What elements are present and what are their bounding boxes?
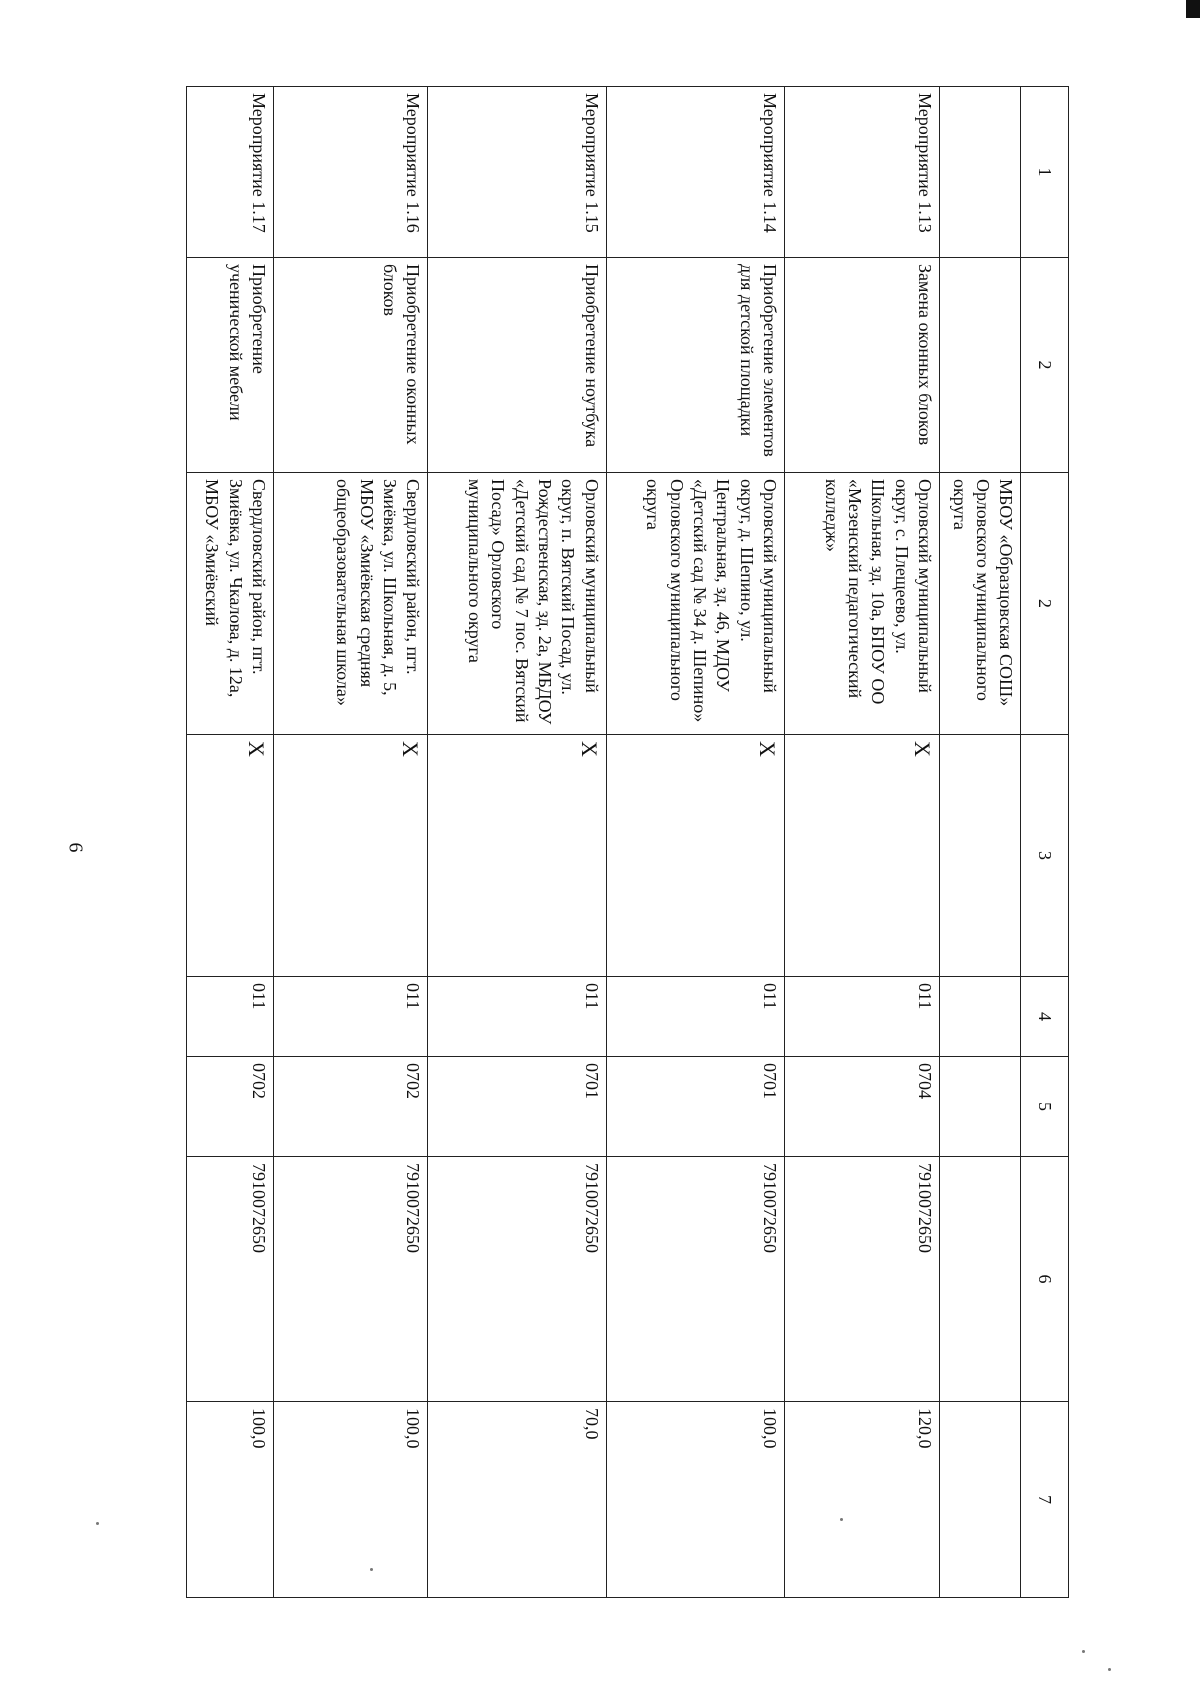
section-cell: 0702 [187,1057,274,1157]
mark-cell: X [785,735,940,977]
scan-speck [96,1522,99,1525]
mark-cell: X [187,735,274,977]
document-table-area [186,86,1200,1504]
header-row [1021,87,1069,1598]
name-cell: Приобретение элементов для детской площадки [606,258,784,473]
section-cell: 0701 [606,1057,784,1157]
target-cell: 7910072650 [606,1157,784,1402]
amount-cell: 70,0 [428,1402,606,1598]
target-cell: 7910072650 [785,1157,940,1402]
name-cell: Замена оконных блоков [785,258,940,473]
grbs-cell: 011 [274,977,428,1057]
scan-speck [1082,1650,1085,1653]
header-cell: 6 [1021,1157,1069,1402]
amount-cell: 120,0 [785,1402,940,1598]
name-cell: Приобретение оконных блоков [274,258,428,473]
scan-corner-mark [1186,0,1200,18]
target-cell: 7910072650 [428,1157,606,1402]
page-number: 6 [64,842,87,853]
table-row [274,87,428,1598]
address-cell: Свердловский район, пгт. Змиёвка, ул. Чкалова, д. 12а, МБОУ «Змиёвский [187,473,274,735]
event-cell: Мероприятие 1.17 [187,87,274,258]
name-cell: Приобретение ноутбука [428,258,606,473]
event-cell: Мероприятие 1.16 [274,87,428,258]
table-cell [940,258,1021,473]
header-cell: 2 [1021,473,1069,735]
amount-cell: 100,0 [606,1402,784,1598]
header-cell: 3 [1021,735,1069,977]
table-cell [940,735,1021,977]
table-row [606,87,784,1598]
grbs-cell: 011 [785,977,940,1057]
section-cell: 0701 [428,1057,606,1157]
event-cell: Мероприятие 1.14 [606,87,784,258]
header-cell: 1 [1021,87,1069,258]
target-cell: 7910072650 [274,1157,428,1402]
section-cell: 0702 [274,1057,428,1157]
table-cell [940,977,1021,1057]
mark-cell: X [606,735,784,977]
table-cell [940,87,1021,258]
address-cell: Свердловский район, пгт. Змиёвка, ул. Школьная, д. 5, МБОУ «Змиёвская средняя общеобразовательная школа» [274,473,428,735]
amount-cell: 100,0 [274,1402,428,1598]
address-cell: МБОУ «Образцовская СОШ» Орловского муниципального округа [940,473,1021,735]
grbs-cell: 011 [187,977,274,1057]
target-cell: 7910072650 [187,1157,274,1402]
header-cell: 5 [1021,1057,1069,1157]
section-cell: 0704 [785,1057,940,1157]
table-cell [940,1402,1021,1598]
address-cell: Орловский муниципальный округ, с. Плещеево, ул. Школьная, зд. 10а, БПОУ ОО «Мезенский педагогический колледж» [785,473,940,735]
table-cell [940,1157,1021,1402]
event-cell: Мероприятие 1.15 [428,87,606,258]
grbs-cell: 011 [428,977,606,1057]
continuation-row [940,87,1021,1598]
header-cell: 2 [1021,258,1069,473]
header-cell: 4 [1021,977,1069,1057]
address-cell: Орловский муниципальный округ, п. Вятский Посад, ул. Рождественская, зд. 2а, МБДОУ «Детский сад № 7 пос. Вятский Посад» Орловского муниципального округа [428,473,606,735]
table-row [187,87,274,1598]
scan-speck [1108,1668,1111,1671]
mark-cell: X [274,735,428,977]
table-row [428,87,606,1598]
amount-cell: 100,0 [187,1402,274,1598]
table-cell [940,1057,1021,1157]
table-row [785,87,940,1598]
mark-cell: X [428,735,606,977]
header-cell: 7 [1021,1402,1069,1598]
address-cell: Орловский муниципальный округ, д. Шепино, ул. Центральная, зд. 46, МДОУ «Детский сад № 34 д. Шепино» Орловского муниципального округа [606,473,784,735]
grbs-cell: 011 [606,977,784,1057]
name-cell: Приобретение ученической мебели [187,258,274,473]
event-cell: Мероприятие 1.13 [785,87,940,258]
budget-table [186,86,1069,1598]
